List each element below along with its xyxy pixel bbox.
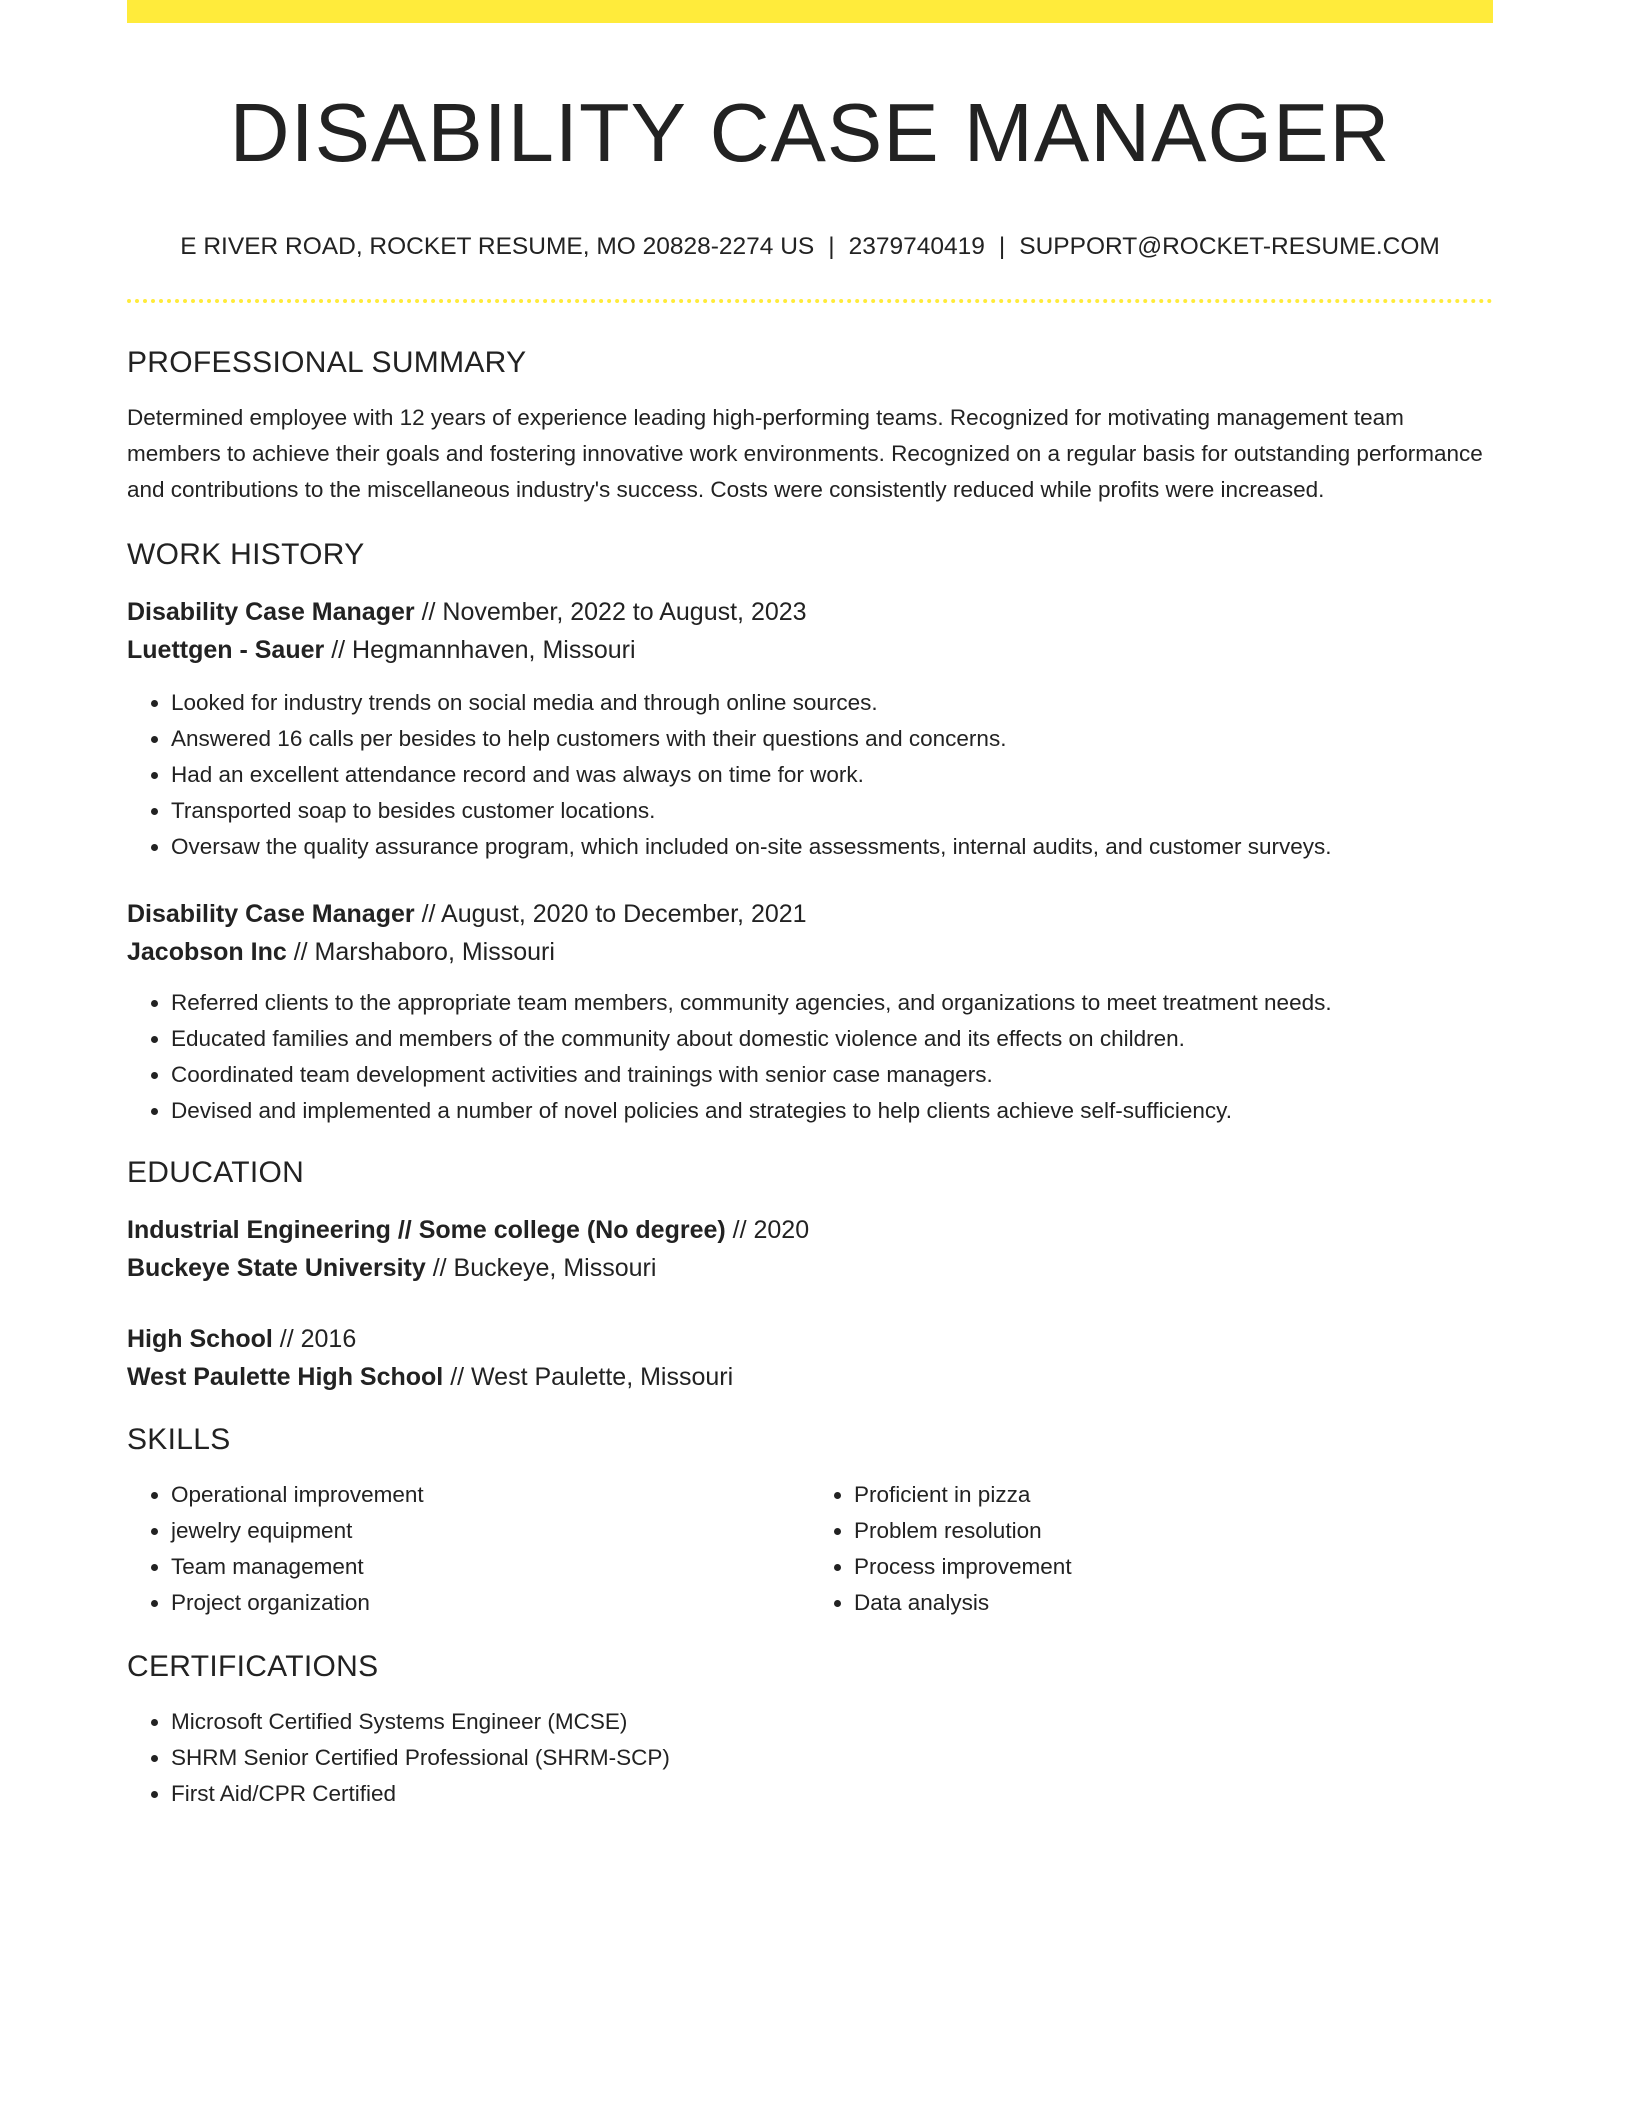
- education-entry: [127, 1211, 1493, 1287]
- job-company-line: [127, 933, 1493, 971]
- contact-line: [127, 231, 1493, 263]
- skills-grid: [127, 1477, 1493, 1621]
- skill-item: • Operational improvement: [171, 1477, 810, 1513]
- certifications-list: [127, 1704, 1493, 1812]
- dotted-divider: [127, 299, 1493, 303]
- skills-heading: SKILLS: [127, 1423, 231, 1457]
- skills-left-column: [127, 1477, 810, 1621]
- skill-item: • Process improvement: [854, 1549, 1493, 1585]
- job-bullet: • Devised and implemented a number of novel policies and strategies to help clients achieve self-sufficiency.: [171, 1093, 1493, 1129]
- education-entry: [127, 1320, 1493, 1396]
- contact-separator: |: [828, 232, 835, 260]
- top-accent-bar: [127, 0, 1493, 23]
- certifications-heading: CERTIFICATIONS: [127, 1650, 379, 1684]
- job-company: Jacobson Inc: [127, 938, 287, 967]
- job-company-line: [127, 631, 1493, 669]
- job-bullet: • Looked for industry trends on social media and through online sources.: [171, 685, 1493, 721]
- job-dates: // November, 2022 to August, 2023: [414, 598, 807, 627]
- resume-content: [127, 0, 1493, 1812]
- skill-item: • jewelry equipment: [171, 1513, 810, 1549]
- job-entry: [127, 593, 1493, 865]
- education-degree: High School: [127, 1325, 273, 1354]
- job-title-line: [127, 593, 1493, 631]
- education-degree-line: [127, 1320, 1493, 1358]
- education-school-line: [127, 1249, 1493, 1287]
- education-location: // Buckeye, Missouri: [425, 1254, 657, 1283]
- job-bullet: • Had an excellent attendance record and was always on time for work.: [171, 757, 1493, 793]
- summary-text: Determined employee with 12 years of experience leading high-performing teams. Recognized for motivating management team members to achieve their goals and fostering innovative work environments. Recognized on a regular basis for outstanding performance and contributions to the miscellaneous industry's success. Costs were consistently reduced while profits were increased.: [127, 405, 1483, 503]
- education-year: // 2016: [272, 1325, 357, 1354]
- education-degree-line: [127, 1211, 1493, 1249]
- education-heading: EDUCATION: [127, 1156, 305, 1190]
- job-role: Disability Case Manager: [127, 598, 415, 627]
- skill-item: • Proficient in pizza: [854, 1477, 1493, 1513]
- job-title-line: [127, 895, 1493, 933]
- job-location: // Marshaboro, Missouri: [286, 938, 555, 967]
- skill-item: • Problem resolution: [854, 1513, 1493, 1549]
- certification-item: • Microsoft Certified Systems Engineer (MCSE): [171, 1704, 1493, 1740]
- certification-item: • SHRM Senior Certified Professional (SHRM-SCP): [171, 1740, 1493, 1776]
- education-degree: Industrial Engineering // Some college (No degree): [127, 1216, 726, 1245]
- job-role: Disability Case Manager: [127, 900, 415, 929]
- contact-email: SUPPORT@ROCKET-RESUME.COM: [1019, 232, 1440, 260]
- job-bullet: • Answered 16 calls per besides to help customers with their questions and concerns.: [171, 721, 1493, 757]
- job-bullet: • Transported soap to besides customer locations.: [171, 793, 1493, 829]
- education-school: Buckeye State University: [127, 1254, 426, 1283]
- job-bullets: [127, 685, 1493, 865]
- job-bullet: • Referred clients to the appropriate team members, community agencies, and organizations to meet treatment needs.: [171, 985, 1493, 1021]
- job-bullet: • Oversaw the quality assurance program, which included on-site assessments, internal audits, and customer surveys.: [171, 829, 1493, 865]
- education-school-line: [127, 1358, 1493, 1396]
- education-location: // West Paulette, Missouri: [443, 1363, 734, 1392]
- skill-item: • Team management: [171, 1549, 810, 1585]
- skill-item: • Data analysis: [854, 1585, 1493, 1621]
- job-dates: // August, 2020 to December, 2021: [414, 900, 807, 929]
- contact-address: E RIVER ROAD, ROCKET RESUME, MO 20828-2274 US: [180, 232, 815, 260]
- job-location: // Hegmannhaven, Missouri: [324, 636, 636, 665]
- contact-separator: |: [998, 232, 1006, 260]
- education-school: West Paulette High School: [127, 1363, 444, 1392]
- education-year: // 2020: [725, 1216, 810, 1245]
- certification-item: • First Aid/CPR Certified: [171, 1776, 1493, 1812]
- job-bullets: [127, 985, 1493, 1129]
- job-bullet: • Coordinated team development activities and trainings with senior case managers.: [171, 1057, 1493, 1093]
- job-bullet: • Educated families and members of the community about domestic violence and its effects on children.: [171, 1021, 1493, 1057]
- job-entry: [127, 895, 1493, 1129]
- job-company: Luettgen - Sauer: [127, 636, 325, 665]
- skills-right-column: [810, 1477, 1493, 1621]
- summary-heading: PROFESSIONAL SUMMARY: [127, 346, 527, 380]
- contact-phone: 2379740419: [848, 232, 985, 260]
- skill-item: • Project organization: [171, 1585, 810, 1621]
- work-history-heading: WORK HISTORY: [127, 538, 365, 572]
- resume-title: DISABILITY CASE MANAGER: [229, 86, 1391, 179]
